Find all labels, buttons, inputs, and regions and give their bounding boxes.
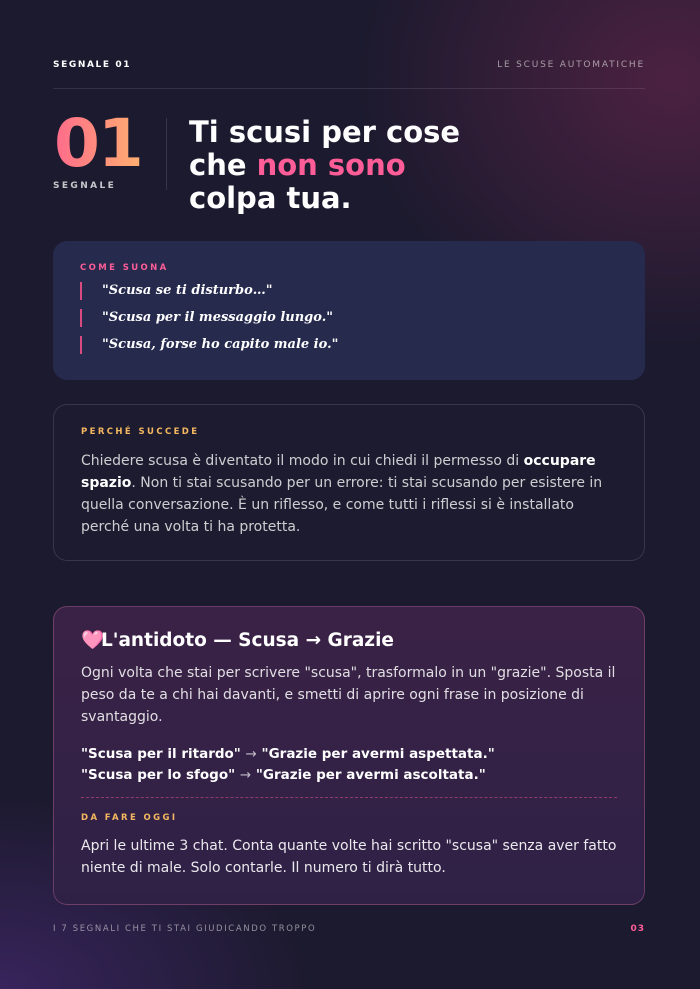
how-it-sounds-card bbox=[53, 241, 645, 380]
page-title bbox=[189, 116, 509, 215]
quote-item: "Scusa se ti disturbo…" bbox=[80, 282, 618, 300]
antidote-paragraph: Ogni volta che stai per scrivere "scusa", trasformalo in un "grazie". Sposta il peso da te a chi hai davanti, e smetti di aprire ogni frase in posizione di svantaggio. bbox=[81, 665, 616, 725]
swap-item bbox=[81, 765, 617, 786]
swap-item bbox=[81, 744, 617, 765]
antidote-title-text: L'antidoto — Scusa → Grazie bbox=[101, 630, 394, 651]
quote-item: "Scusa, forse ho capito male io." bbox=[80, 336, 618, 354]
swap-list bbox=[81, 744, 617, 786]
card-kicker: COME SUONA bbox=[80, 263, 169, 273]
heart-icon: 🩷 bbox=[81, 630, 105, 651]
why-text-emphasis: occupare spazio bbox=[81, 453, 596, 491]
footer-series-title: I 7 SEGNALI CHE TI STAI GIUDICANDO TROPPO bbox=[53, 924, 317, 934]
why-paragraph bbox=[81, 450, 617, 538]
swap-from: "Scusa per il ritardo" bbox=[81, 746, 241, 762]
title-line-3: colpa tua. bbox=[189, 181, 352, 215]
swap-to: "Grazie per avermi ascoltata." bbox=[255, 767, 486, 783]
vertical-divider bbox=[166, 118, 167, 190]
dashed-divider bbox=[81, 797, 617, 798]
section-label: SEGNALE 01 bbox=[53, 60, 132, 70]
why-text-start: Chiedere scusa è diventato il modo in cui chiedi il permesso di bbox=[81, 453, 524, 469]
today-text: Apri le ultime 3 chat. Conta quante volte hai scritto "scusa" senza aver fatto niente di male. Solo contarle. Il numero ti dirà tutto. bbox=[81, 838, 617, 876]
title-line-1: Ti scusi per cose bbox=[189, 115, 461, 149]
today-kicker: DA FARE OGGI bbox=[81, 813, 178, 823]
title-highlight: non sono bbox=[256, 148, 406, 182]
swap-from: "Scusa per lo sfogo" bbox=[81, 767, 236, 783]
antidote-card bbox=[53, 606, 645, 905]
why-it-happens-card bbox=[53, 404, 645, 561]
why-text-end: . Non ti stai scusando per un errore: ti stai scusando per esistere in quella conversazione. È un riflesso, e come tutti i riflessi si è installato perché una volta ti ha protetta. bbox=[81, 475, 603, 535]
page-header bbox=[53, 60, 645, 89]
title-line-2-prefix: che bbox=[189, 148, 257, 182]
page-number: 03 bbox=[630, 924, 645, 934]
card-kicker: PERCHÉ SUCCEDE bbox=[81, 427, 200, 437]
swap-to: "Grazie per avermi aspettata." bbox=[261, 746, 495, 762]
quote-list bbox=[80, 282, 618, 354]
series-title: LE SCUSE AUTOMATICHE bbox=[497, 60, 645, 70]
arrow-icon: → bbox=[239, 767, 252, 783]
quote-item: "Scusa per il messaggio lungo." bbox=[80, 309, 618, 327]
antidote-title bbox=[81, 629, 617, 653]
arrow-icon: → bbox=[245, 746, 257, 762]
signal-number: 01 bbox=[54, 105, 142, 182]
signal-number-label: SEGNALE bbox=[53, 181, 117, 191]
